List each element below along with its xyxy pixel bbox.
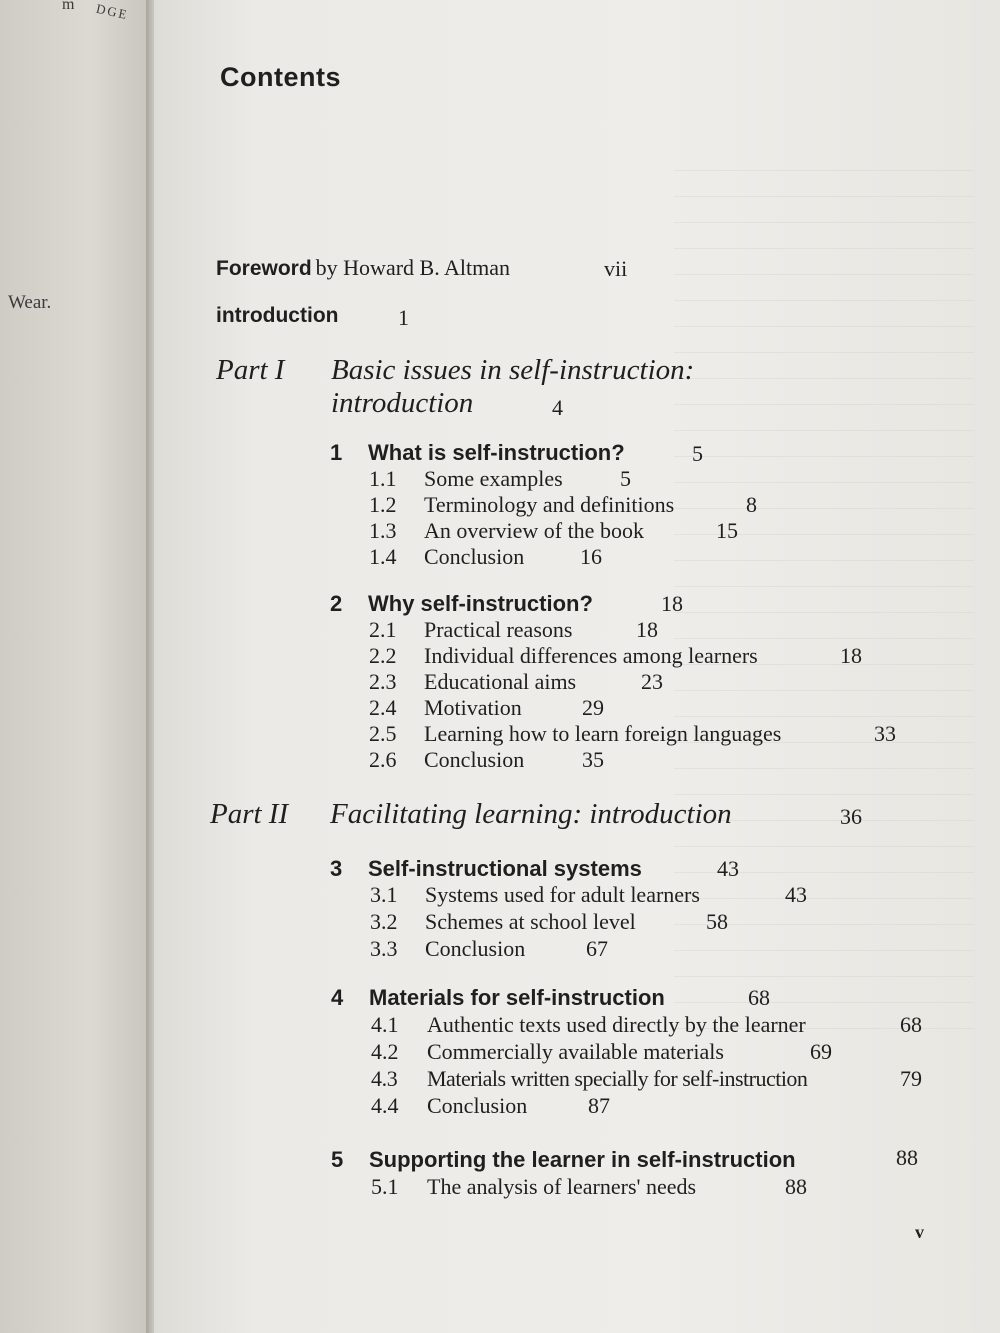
- left-page-side-word: Wear.: [8, 292, 52, 313]
- section-number: 2.5: [369, 721, 397, 746]
- section-title[interactable]: The analysis of learners' needs: [427, 1174, 697, 1199]
- part-2-page: 36: [840, 804, 862, 829]
- left-page-edge: [0, 0, 150, 1333]
- section-page: 23: [641, 669, 663, 694]
- chapter-5-number: 5: [331, 1147, 344, 1172]
- chapter-2-page: 18: [661, 591, 683, 616]
- section-page: 29: [582, 695, 604, 720]
- part-1-page: 4: [552, 395, 563, 420]
- section-number: 2.4: [369, 695, 397, 720]
- section-page: 15: [716, 518, 738, 543]
- toc-introduction[interactable]: introduction: [216, 304, 339, 327]
- section-title[interactable]: Individual differences among learners: [424, 643, 758, 668]
- section-title[interactable]: Authentic texts used directly by the learner: [427, 1012, 806, 1037]
- chapter-5-title[interactable]: Supporting the learner in self-instruction: [369, 1147, 796, 1172]
- chapter-3-page: 43: [717, 856, 739, 881]
- section-title[interactable]: Materials written specially for self-instruction: [427, 1066, 808, 1091]
- toc-foreword[interactable]: [216, 255, 510, 281]
- chapter-3-number: 3: [330, 856, 343, 881]
- section-number: 2.2: [369, 643, 397, 668]
- section-number: 4.4: [371, 1093, 399, 1118]
- section-number: 4.1: [371, 1012, 399, 1037]
- part-2-title[interactable]: Facilitating learning: introduction: [330, 798, 732, 830]
- part-1-title-line2[interactable]: introduction: [331, 387, 474, 419]
- section-page: 67: [586, 936, 608, 961]
- chapter-4-number: 4: [331, 985, 344, 1010]
- section-number: 3.2: [370, 909, 398, 934]
- section-number: 5.1: [371, 1174, 399, 1199]
- section-page: 69: [810, 1039, 832, 1064]
- chapter-1-page: 5: [692, 441, 703, 466]
- section-title[interactable]: Systems used for adult learners: [425, 882, 700, 907]
- left-page-fragment-a: m: [62, 0, 75, 13]
- section-page: 5: [620, 466, 631, 491]
- section-number: 1.4: [369, 544, 397, 569]
- section-number: 1.2: [369, 492, 397, 517]
- section-number: 2.1: [369, 617, 397, 642]
- section-title[interactable]: Terminology and definitions: [424, 492, 675, 517]
- section-title[interactable]: Learning how to learn foreign languages: [424, 721, 782, 746]
- chapter-3-title[interactable]: Self-instructional systems: [368, 856, 642, 881]
- section-title[interactable]: Schemes at school level: [425, 909, 636, 934]
- section-number: 1.1: [369, 466, 397, 491]
- contents-page: [154, 0, 1000, 1333]
- section-page: 88: [785, 1174, 807, 1199]
- section-title[interactable]: Educational aims: [424, 669, 577, 694]
- page-title: Contents: [220, 62, 341, 92]
- chapter-5-page: 88: [896, 1145, 918, 1170]
- section-title[interactable]: Conclusion: [424, 747, 525, 772]
- section-title[interactable]: Commercially available materials: [427, 1039, 724, 1064]
- section-title[interactable]: Conclusion: [427, 1093, 528, 1118]
- section-number: 4.3: [371, 1066, 398, 1091]
- section-page: 79: [900, 1066, 922, 1091]
- introduction-page: 1: [398, 305, 409, 330]
- part-1-label: Part I: [216, 354, 285, 386]
- left-page-fragment-b: DGE: [94, 0, 131, 23]
- foreword-by: by Howard B. Altman: [315, 255, 510, 280]
- section-page: 43: [785, 882, 807, 907]
- part-2-label: Part II: [210, 798, 289, 830]
- section-title[interactable]: Practical reasons: [424, 617, 573, 642]
- foreword-page: vii: [604, 256, 628, 281]
- chapter-1-title[interactable]: What is self-instruction?: [368, 440, 625, 465]
- section-page: 35: [582, 747, 604, 772]
- section-title[interactable]: An overview of the book: [424, 518, 644, 543]
- section-title[interactable]: Some examples: [424, 466, 563, 491]
- section-page: 68: [900, 1012, 922, 1037]
- section-title[interactable]: Motivation: [424, 695, 522, 720]
- chapter-1-number: 1: [330, 440, 343, 465]
- section-number: 3.1: [370, 882, 398, 907]
- section-page: 58: [706, 909, 728, 934]
- section-title[interactable]: Conclusion: [424, 544, 525, 569]
- section-page: 33: [874, 721, 896, 746]
- section-page: 18: [840, 643, 862, 668]
- section-number: 1.3: [369, 518, 397, 543]
- section-number: 2.6: [369, 747, 397, 772]
- section-page: 8: [746, 492, 757, 517]
- section-title[interactable]: Conclusion: [425, 936, 526, 961]
- section-page: 16: [580, 544, 602, 569]
- chapter-4-page: 68: [748, 985, 770, 1010]
- section-page: 87: [588, 1093, 610, 1118]
- chapter-4-title[interactable]: Materials for self-instruction: [369, 985, 665, 1010]
- chapter-2-number: 2: [330, 591, 343, 616]
- foreword-label: Foreword: [216, 257, 312, 280]
- page-number: v: [915, 1222, 924, 1242]
- section-page: 18: [636, 617, 658, 642]
- chapter-2-title[interactable]: Why self-instruction?: [368, 591, 593, 616]
- section-number: 2.3: [369, 669, 397, 694]
- section-number: 3.3: [370, 936, 398, 961]
- section-number: 4.2: [371, 1039, 399, 1064]
- part-1-title-line1[interactable]: Basic issues in self-instruction:: [331, 354, 695, 386]
